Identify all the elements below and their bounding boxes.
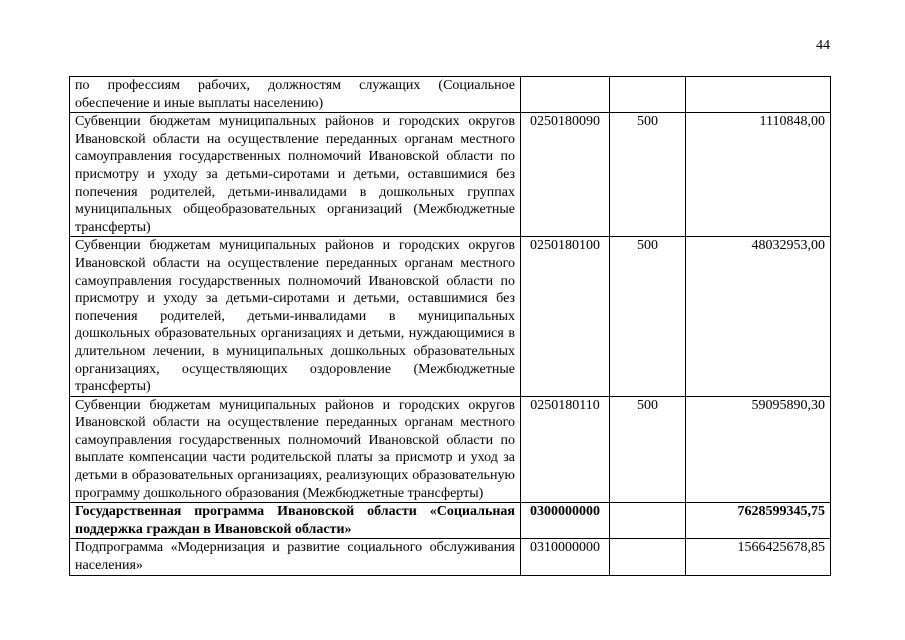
row-expense-type: [610, 77, 686, 113]
table-row: [70, 237, 831, 396]
row-name: Субвенции бюджетам муниципальных районов и городских округов Ивановской области на осуществление переданных органам местного самоуправления государственных полномочий Ивановской области по выплате компенсации части родительской платы за присмотр и уход за детьми в образовательных организациях, реализующих образовательную программу дошкольного образования (Межбюджетные трансферты): [70, 396, 521, 503]
table-row: [70, 77, 831, 113]
row-amount: 59095890,30: [686, 396, 831, 503]
table-row: [70, 396, 831, 503]
row-name: Субвенции бюджетам муниципальных районов и городских округов Ивановской области на осуществление переданных органам местного самоуправления государственных полномочий Ивановской области по присмотру и уходу за детьми-сиротами и детьми, оставшимися без попечения родителей, детьми-инвалидами в муниципальных дошкольных образовательных организациях и детьми, нуждающимися в длительном лечении, в муниципальных дошкольных образовательных организациях, осуществляющих оздоровление (Межбюджетные трансферты): [70, 237, 521, 396]
page-number: 44: [816, 38, 830, 53]
row-name: Государственная программа Ивановской области «Социальная поддержка граждан в Ивановской области»: [70, 503, 521, 539]
row-amount: 7628599345,75: [686, 503, 831, 539]
row-code: 0250180090: [521, 113, 610, 237]
row-amount: 1110848,00: [686, 113, 831, 237]
row-expense-type: 500: [610, 396, 686, 503]
row-amount: [686, 77, 831, 113]
table-row-subprogram: [70, 539, 831, 575]
budget-table: [69, 76, 831, 576]
row-code: [521, 77, 610, 113]
row-amount: 48032953,00: [686, 237, 831, 396]
row-code: 0250180100: [521, 237, 610, 396]
row-code: 0250180110: [521, 396, 610, 503]
row-expense-type: [610, 503, 686, 539]
row-expense-type: 500: [610, 237, 686, 396]
row-expense-type: [610, 539, 686, 575]
row-code: 0300000000: [521, 503, 610, 539]
row-amount: 1566425678,85: [686, 539, 831, 575]
row-name: по профессиям рабочих, должностям служащих (Социальное обеспечение и иные выплаты населению): [70, 77, 521, 113]
row-name: Подпрограмма «Модернизация и развитие социального обслуживания населения»: [70, 539, 521, 575]
row-code: 0310000000: [521, 539, 610, 575]
row-name: Субвенции бюджетам муниципальных районов и городских округов Ивановской области на осуществление переданных органам местного самоуправления государственных полномочий Ивановской области по присмотру и уходу за детьми-сиротами и детьми, оставшимися без попечения родителей, детьми-инвалидами в дошкольных группах муниципальных общеобразовательных организаций (Межбюджетные трансферты): [70, 113, 521, 237]
table-row-program: [70, 503, 831, 539]
table-row: [70, 113, 831, 237]
row-expense-type: 500: [610, 113, 686, 237]
